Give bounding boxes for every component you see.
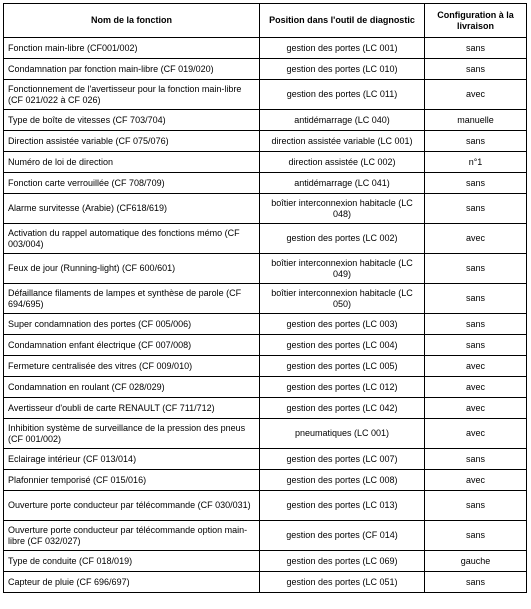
- cell-delivery-config: sans: [425, 59, 527, 80]
- cell-function-name: Super condamnation des portes (CF 005/006): [4, 314, 260, 335]
- cell-function-name: Défaillance filaments de lampes et synthèse de parole (CF 694/695): [4, 284, 260, 314]
- cell-function-name: Eclairage intérieur (CF 013/014): [4, 449, 260, 470]
- table-row: [4, 131, 527, 152]
- cell-diagnostic-position: gestion des portes (LC 051): [260, 572, 425, 593]
- cell-function-name: Ouverture porte conducteur par télécommande option main-libre (CF 032/027): [4, 521, 260, 551]
- cell-diagnostic-position: boîtier interconnexion habitacle (LC 050): [260, 284, 425, 314]
- cell-diagnostic-position: gestion des portes (LC 001): [260, 38, 425, 59]
- cell-function-name: Fonction carte verrouillée (CF 708/709): [4, 173, 260, 194]
- table-row: [4, 194, 527, 224]
- cell-delivery-config: sans: [425, 38, 527, 59]
- table-row: [4, 398, 527, 419]
- cell-delivery-config: avec: [425, 398, 527, 419]
- cell-diagnostic-position: gestion des portes (LC 011): [260, 80, 425, 110]
- cell-function-name: Feux de jour (Running-light) (CF 600/601): [4, 254, 260, 284]
- cell-function-name: Fermeture centralisée des vitres (CF 009/010): [4, 356, 260, 377]
- cell-function-name: Direction assistée variable (CF 075/076): [4, 131, 260, 152]
- header-function-name: Nom de la fonction: [4, 4, 260, 38]
- cell-delivery-config: sans: [425, 173, 527, 194]
- table-row: [4, 551, 527, 572]
- table-row: [4, 173, 527, 194]
- cell-delivery-config: gauche: [425, 551, 527, 572]
- cell-function-name: Fonctionnement de l'avertisseur pour la fonction main-libre (CF 021/022 à CF 026): [4, 80, 260, 110]
- table-row: [4, 254, 527, 284]
- table-row: [4, 572, 527, 593]
- table-row: [4, 419, 527, 449]
- cell-delivery-config: sans: [425, 314, 527, 335]
- table-body: [4, 38, 527, 593]
- table-row: [4, 377, 527, 398]
- cell-diagnostic-position: gestion des portes (CF 014): [260, 521, 425, 551]
- cell-delivery-config: sans: [425, 521, 527, 551]
- cell-delivery-config: sans: [425, 254, 527, 284]
- table-row: [4, 284, 527, 314]
- table-row: [4, 521, 527, 551]
- cell-function-name: Capteur de pluie (CF 696/697): [4, 572, 260, 593]
- table-row: [4, 59, 527, 80]
- cell-function-name: Condamnation en roulant (CF 028/029): [4, 377, 260, 398]
- cell-diagnostic-position: pneumatiques (LC 001): [260, 419, 425, 449]
- header-delivery-config: Configuration à la livraison: [425, 4, 527, 38]
- cell-diagnostic-position: gestion des portes (LC 002): [260, 224, 425, 254]
- table-header: [4, 4, 527, 38]
- functions-table: [3, 3, 527, 593]
- table-row: [4, 80, 527, 110]
- cell-function-name: Fonction main-libre (CF001/002): [4, 38, 260, 59]
- cell-delivery-config: sans: [425, 194, 527, 224]
- cell-function-name: Ouverture porte conducteur par télécommande (CF 030/031): [4, 491, 260, 521]
- table-row: [4, 470, 527, 491]
- cell-diagnostic-position: antidémarrage (LC 041): [260, 173, 425, 194]
- cell-diagnostic-position: direction assistée variable (LC 001): [260, 131, 425, 152]
- cell-function-name: Numéro de loi de direction: [4, 152, 260, 173]
- cell-diagnostic-position: gestion des portes (LC 012): [260, 377, 425, 398]
- cell-diagnostic-position: boîtier interconnexion habitacle (LC 049): [260, 254, 425, 284]
- table-row: [4, 449, 527, 470]
- cell-delivery-config: avec: [425, 377, 527, 398]
- cell-diagnostic-position: gestion des portes (LC 003): [260, 314, 425, 335]
- cell-diagnostic-position: gestion des portes (LC 007): [260, 449, 425, 470]
- cell-delivery-config: sans: [425, 131, 527, 152]
- header-row: [4, 4, 527, 38]
- cell-delivery-config: sans: [425, 572, 527, 593]
- cell-function-name: Inhibition système de surveillance de la pression des pneus (CF 001/002): [4, 419, 260, 449]
- cell-delivery-config: avec: [425, 419, 527, 449]
- cell-function-name: Type de conduite (CF 018/019): [4, 551, 260, 572]
- table-row: [4, 224, 527, 254]
- cell-diagnostic-position: gestion des portes (LC 069): [260, 551, 425, 572]
- cell-diagnostic-position: gestion des portes (LC 042): [260, 398, 425, 419]
- cell-function-name: Condamnation enfant électrique (CF 007/008): [4, 335, 260, 356]
- cell-delivery-config: manuelle: [425, 110, 527, 131]
- cell-function-name: Plafonnier temporisé (CF 015/016): [4, 470, 260, 491]
- cell-delivery-config: sans: [425, 449, 527, 470]
- table-row: [4, 152, 527, 173]
- cell-delivery-config: avec: [425, 470, 527, 491]
- table-row: [4, 491, 527, 521]
- table-row: [4, 314, 527, 335]
- cell-delivery-config: sans: [425, 491, 527, 521]
- cell-function-name: Alarme survitesse (Arabie) (CF618/619): [4, 194, 260, 224]
- cell-diagnostic-position: direction assistée (LC 002): [260, 152, 425, 173]
- cell-delivery-config: sans: [425, 284, 527, 314]
- cell-function-name: Avertisseur d'oubli de carte RENAULT (CF 711/712): [4, 398, 260, 419]
- cell-delivery-config: sans: [425, 335, 527, 356]
- cell-diagnostic-position: antidémarrage (LC 040): [260, 110, 425, 131]
- cell-diagnostic-position: gestion des portes (LC 004): [260, 335, 425, 356]
- cell-delivery-config: avec: [425, 356, 527, 377]
- table-row: [4, 110, 527, 131]
- cell-function-name: Type de boîte de vitesses (CF 703/704): [4, 110, 260, 131]
- cell-diagnostic-position: boîtier interconnexion habitacle (LC 048): [260, 194, 425, 224]
- table-row: [4, 356, 527, 377]
- cell-diagnostic-position: gestion des portes (LC 008): [260, 470, 425, 491]
- table-row: [4, 335, 527, 356]
- cell-delivery-config: n°1: [425, 152, 527, 173]
- cell-delivery-config: avec: [425, 224, 527, 254]
- cell-diagnostic-position: gestion des portes (LC 013): [260, 491, 425, 521]
- cell-function-name: Activation du rappel automatique des fonctions mémo (CF 003/004): [4, 224, 260, 254]
- cell-delivery-config: avec: [425, 80, 527, 110]
- header-diagnostic-position: Position dans l'outil de diagnostic: [260, 4, 425, 38]
- cell-function-name: Condamnation par fonction main-libre (CF 019/020): [4, 59, 260, 80]
- table-row: [4, 38, 527, 59]
- cell-diagnostic-position: gestion des portes (LC 005): [260, 356, 425, 377]
- cell-diagnostic-position: gestion des portes (LC 010): [260, 59, 425, 80]
